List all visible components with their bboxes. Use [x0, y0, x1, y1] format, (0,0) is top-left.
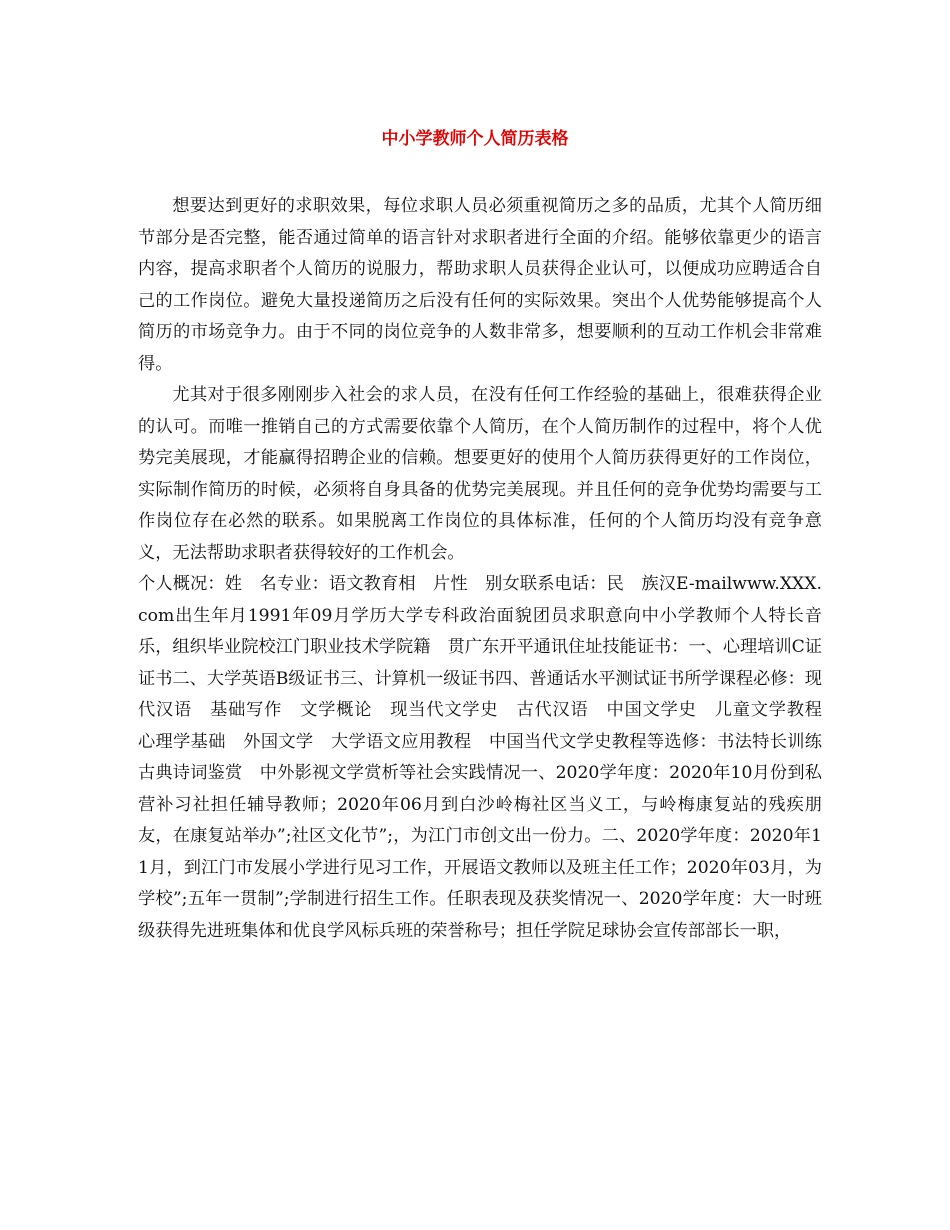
intro-paragraph: 想要达到更好的求职效果，每位求职人员必须重视简历之多的品质，尤其个人简历细节部分是否完整，能否通过简单的语言针对求职者进行全面的介绍。能够依靠更少的语言内容，提高求职者个人简历的说服力，帮助求职人员获得企业认可，以便成功应聘适合自己的工作岗位。避免大量投递简历之后没有任何的实际效果。突出个人优势能够提高个人简历的市场竞争力。由于不同的岗位竞争的人数非常多，想要顺利的互动工作机会非常难得。: [138, 196, 822, 374]
resume-details-paragraph: 个人概况：姓 名专业：语文教育相 片性 别女联系电话：民 族汉E-mailwww.XXX.com出生年月1991年09月学历大学专科政治面貌团员求职意向中小学教师个人特长音乐，组织毕业院校江门职业技术学院籍 贯广东开平通讯住址技能证书：一、心理培训C证证书二、大学英语B级证书三、计算机一级证书四、普通话水平测试证书所学课程必修：现代汉语 基础写作 文学概论 现当代文学史 古代汉语 中国文学史 儿童文学教程 心理学基础 外国文学 大学语文应用教程 中国当代文学史教程等选修：书法特长训练 古典诗词鉴赏 中外影视文学赏析等社会实践情况一、2020学年度：2020年10月份到私营补习社担任辅导教师；2020年06月到白沙岭梅社区当义工，与岭梅康复站的残疾朋友，在康复站举办”;社区文化节”;，为江门市创文出一份力。二、2020学年度：2020年11月，到江门市发展小学进行见习工作，开展语文教师以及班主任工作；2020年03月，为学校”;五年一贯制”;学制进行招生工作。任职表现及获奖情况一、2020学年度：大一时班级获得先进班集体和优良学风标兵班的荣誉称号；担任学院足球协会宣传部部长一职，: [138, 574, 840, 941]
advice-paragraph: 尤其对于很多刚刚步入社会的求人员，在没有任何工作经验的基础上，很难获得企业的认可。而唯一推销自己的方式需要依靠个人简历，在个人简历制作的过程中，将个人优势完美展现，才能赢得招聘企业的信赖。想要更好的使用个人简历获得更好的工作岗位，实际制作简历的时候，必须将自身具备的优势完美展现。并且任何的竞争优势均需要与工作岗位存在必然的联系。如果脱离工作岗位的具体标准，任何的个人简历均没有竞争意义，无法帮助求职者获得较好的工作机会。: [138, 385, 822, 563]
document-body: [138, 191, 840, 947]
document-title: 中小学教师个人简历表格: [381, 129, 569, 149]
